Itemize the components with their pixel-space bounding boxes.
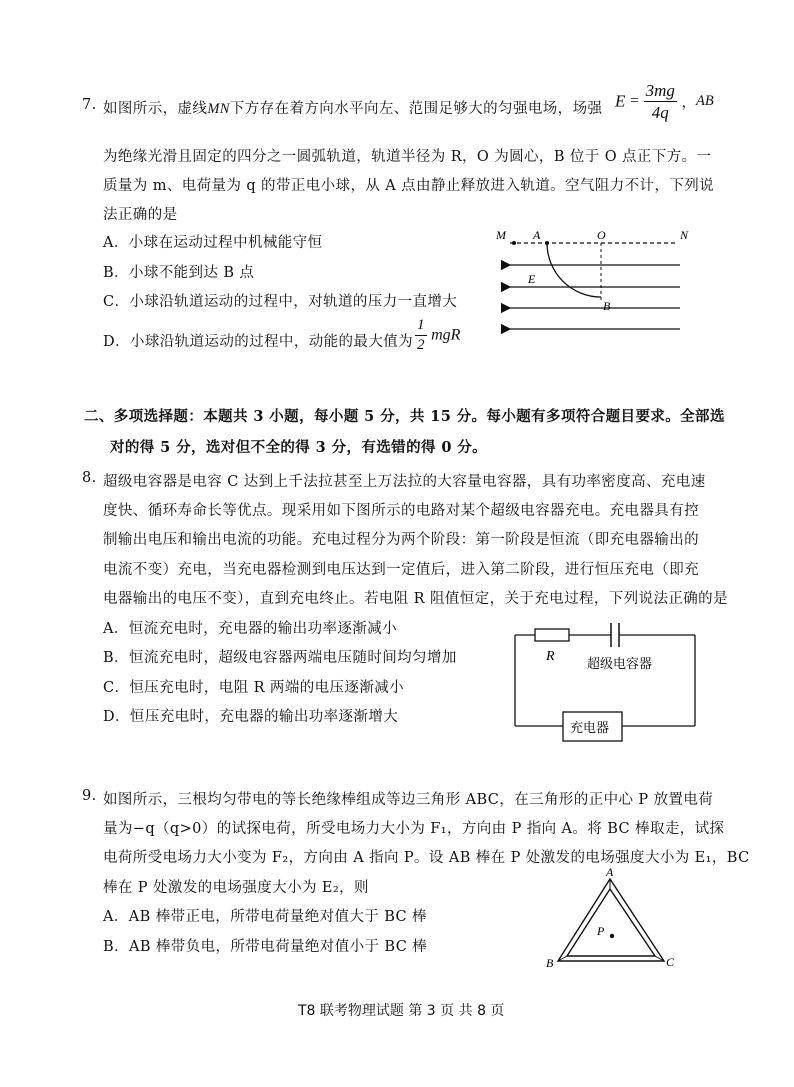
label-r: R (546, 649, 555, 664)
q7-stem-pre: 如图所示，虚线 (103, 101, 208, 117)
q8-stem-line5: 电器输出的电压不变），直到充电终止。若电阻 R 阻值恒定，关于充电过程，下列说法正确的是 (103, 591, 728, 607)
q7-stem-mid: 下方存在着方向水平向左、范围足够大的匀强电场，场强 (229, 101, 603, 117)
label-n: N (680, 228, 689, 242)
section2-header-line1: 二、多项选择题：本题共 3 小题，每小题 5 分，共 15 分。每小题有多项符合题目要求。全部选 (84, 408, 725, 425)
page-footer: T8 联考物理试题 第 3 页 共 8 页 (298, 1003, 505, 1019)
q9-option-b: B．AB 棒带负电，所带电荷量绝对值小于 BC 棒 (103, 939, 428, 955)
q7-number: 7. (82, 97, 97, 113)
q7-comma: ， (681, 95, 697, 111)
q7-stem-line4: 法正确的是 (103, 207, 178, 223)
q7-d-tail: mgR (431, 326, 461, 344)
q7-frac-den: 4q (651, 103, 669, 122)
q7-d-frac-num: 1 (415, 318, 427, 336)
q9-stem-line1: 如图所示，三根均匀带电的等长绝缘棒组成等边三角形 ABC，在三角形的正中心 P 放置电荷 (103, 792, 714, 808)
q7-option-d-formula (415, 318, 460, 353)
resistor-r (535, 629, 569, 641)
q8-stem-line2: 度快、循环寿命长等优点。现采用如下图所示的电路对某个超级电容器充电。充电器具有控 (103, 503, 699, 519)
q8-stem-line1: 超级电容器是电容 C 达到上千法拉甚至上万法拉的大容量电容器，具有功率密度高、充电速 (103, 474, 706, 490)
label-a: A (533, 228, 541, 242)
q7-option-d-text: D．小球沿轨道运动的过程中，动能的最大值为 (103, 334, 414, 350)
q7-option-c: C．小球沿轨道运动的过程中，对轨道的压力一直增大 (103, 294, 458, 310)
q7-frac-num: 3mg (645, 81, 675, 100)
arc-track-ab (547, 243, 601, 297)
point-p-dot (610, 934, 614, 938)
section2-header-line2: 对的得 5 分，选对但不全的得 3 分，有选错的得 0 分。 (110, 439, 488, 456)
q7-option-d (103, 330, 413, 351)
q7-ab-label: AB (696, 93, 714, 109)
q7-field-formula (615, 82, 714, 121)
point-m-dot (512, 241, 516, 245)
q7-stem-line3: 质量为 m、电荷量为 q 的带正电小球，从 A 点由静止释放进入轨道。空气阻力不计，下列说 (103, 178, 715, 194)
q7-d-frac-den: 2 (417, 337, 425, 353)
q7-eq-sign: = (630, 92, 640, 110)
q7-d-fraction (415, 318, 427, 353)
label-b: B (603, 299, 611, 313)
q8-stem-line3: 制输出电压和输出电流的功能。充电过程分为两个阶段：第一阶段是恒流（即充电器输出的 (103, 532, 699, 548)
q8-option-a: A．恒流充电时，充电器的输出功率逐渐减小 (103, 621, 397, 637)
q9-number: 9. (82, 788, 97, 804)
charger-label: 充电器 (570, 721, 610, 736)
label-b: B (546, 956, 554, 970)
q7-option-a: A．小球在运动过程中机械能守恒 (103, 235, 323, 251)
q7-field-diagram (490, 222, 700, 344)
q7-stem-line1 (103, 97, 602, 118)
q7-option-b: B．小球不能到达 B 点 (103, 265, 255, 281)
q8-option-d: D．恒压充电时，充电器的输出功率逐渐增大 (103, 709, 399, 725)
q7-e-symbol: E (615, 91, 626, 111)
label-o: O (597, 228, 606, 242)
q8-stem-line4: 电流不变）充电，当充电器检测到电压达到一定值后，进入第二阶段，进行恒压充电（即充 (103, 562, 699, 578)
q8-option-c: C．恒压充电时，电阻 R 两端的电压逐渐减小 (103, 680, 405, 696)
q7-mn-label: MN (207, 101, 230, 117)
q7-field-fraction (644, 82, 677, 121)
q8-option-b: B．恒流充电时，超级电容器两端电压随时间均匀增加 (103, 650, 457, 666)
triangle-inner (567, 889, 655, 956)
q9-triangle-diagram (540, 865, 690, 975)
label-m: M (496, 228, 506, 242)
capacitor-label: 超级电容器 (587, 657, 653, 672)
q8-circuit-diagram (505, 620, 705, 748)
q8-number: 8. (82, 470, 97, 486)
q9-stem-line4: 棒在 P 处激发的电场强度大小为 E₂，则 (103, 880, 369, 896)
q9-stem-line2: 量为−q（q>0）的试探电荷，所受电场力大小为 F₁，方向由 P 指向 A。将 BC 棒取走，试探 (103, 821, 725, 837)
label-e: E (528, 272, 536, 286)
q7-stem-line2: 为绝缘光滑且固定的四分之一圆弧轨道，轨道半径为 R，O 为圆心，B 位于 O 点正下方。一 (103, 149, 712, 165)
q9-stem-line3: 电荷所受电场力大小变为 F₂，方向由 A 指向 P。设 AB 棒在 P 处激发的电场强度大小为 E₁，BC (103, 850, 750, 866)
label-c: C (666, 955, 675, 969)
label-p: P (597, 924, 605, 938)
label-a: A (606, 865, 614, 879)
q9-option-a: A．AB 棒带正电，所带电荷量绝对值大于 BC 棒 (103, 909, 427, 925)
